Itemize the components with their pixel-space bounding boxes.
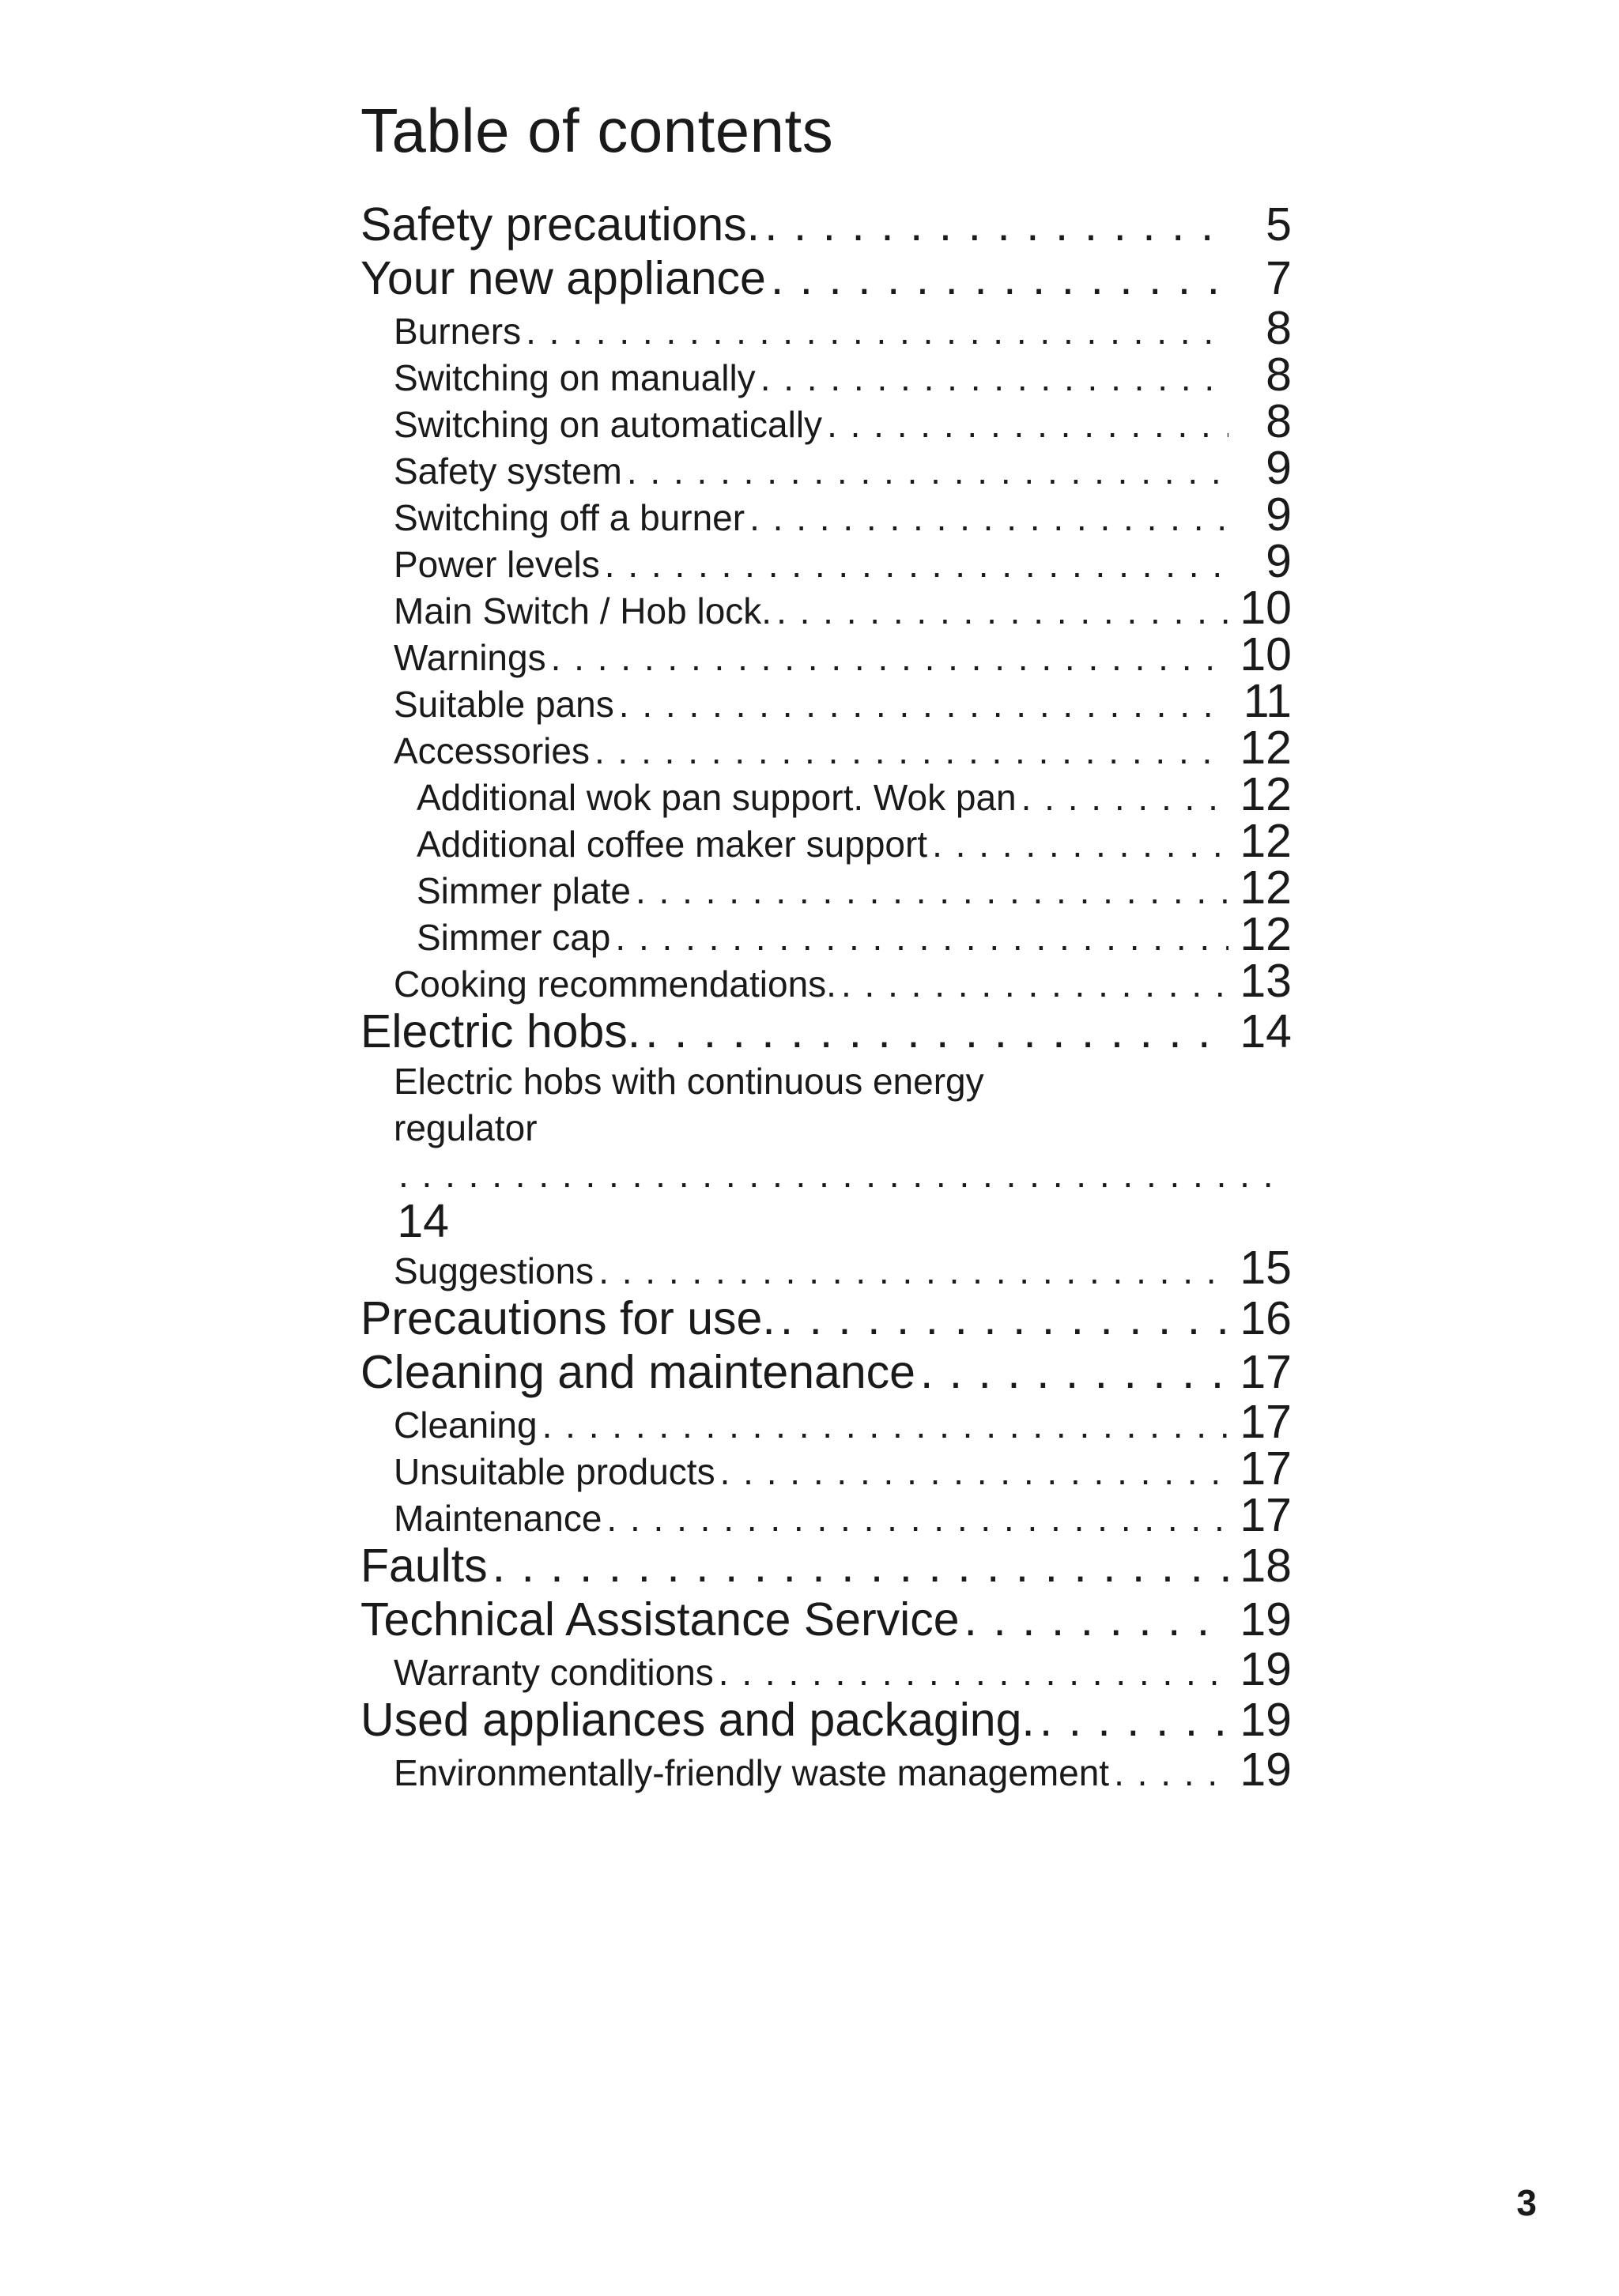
dot-leader [780,1291,1228,1345]
toc-entry[interactable] [360,1693,1292,1747]
toc-entry[interactable] [360,442,1292,494]
toc-entry-label: Your new appliance [360,252,766,304]
toc-list [360,198,1292,1796]
dot-leader [492,1539,1228,1593]
toc-entry-page: 14 [397,1195,449,1247]
dot-leader [619,681,1228,728]
toc-entry-page: 5 [1266,198,1292,251]
toc-entry-page: 10 [1240,582,1292,634]
toc-entry-page: 8 [1266,349,1292,401]
toc-entry-page: 17 [1240,1442,1292,1495]
toc-entry-page: 17 [1240,1396,1292,1448]
toc-entry[interactable] [360,535,1292,587]
dot-leader [551,635,1228,681]
toc-entry[interactable] [360,628,1292,681]
toc-entry-label: Maintenance [394,1498,602,1539]
toc-entry-page: 17 [1240,1346,1292,1398]
dot-leader [841,961,1228,1008]
toc-entry-label: Suitable pans [394,684,614,725]
toc-entry-label: Electric hobs. [360,1005,641,1058]
toc-entry-page: 13 [1240,955,1292,1007]
toc-entry-page: 18 [1240,1540,1292,1592]
toc-entry[interactable] [360,1643,1292,1695]
toc-entry[interactable] [360,815,1292,867]
toc-entry-page: 7 [1266,252,1292,304]
dot-leader [398,1152,1284,1198]
toc-entry-page: 19 [1240,1744,1292,1796]
toc-entry-page: 9 [1266,488,1292,541]
toc-entry[interactable] [360,1489,1292,1541]
dot-leader [764,198,1228,251]
toc-entry-page: 8 [1266,395,1292,447]
toc-entry[interactable] [360,582,1292,634]
toc-entry-label: Unsuitable products [394,1451,715,1492]
table-of-contents [360,87,1292,1796]
toc-entry[interactable] [360,1345,1292,1399]
toc-entry-label: Switching off a burner [394,497,745,538]
dot-leader [645,1005,1228,1058]
toc-entry[interactable] [360,955,1292,1007]
toc-entry-label: Suggestions [394,1250,594,1291]
toc-entry-page: 12 [1240,861,1292,914]
toc-entry-label: Safety system [394,451,622,492]
toc-entry-label: regulator [394,1107,538,1148]
toc-entry[interactable] [360,1593,1292,1646]
toc-entry[interactable] [360,1442,1292,1495]
toc-entry-label: Cooking recommendations. [394,963,836,1005]
dot-leader [749,495,1228,541]
toc-entry[interactable] [360,1291,1292,1345]
toc-entry[interactable] [360,251,1292,305]
dot-leader [606,1495,1228,1542]
dot-leader [720,1449,1228,1495]
toc-entry-label: Technical Assistance Service [360,1593,960,1646]
toc-entry-label: Cleaning [394,1404,538,1446]
toc-entry[interactable] [360,722,1292,774]
toc-entry-page: 8 [1266,302,1292,354]
toc-entry-page: 10 [1240,628,1292,681]
toc-entry-label: Simmer cap [417,917,611,958]
toc-entry-label: Burners [394,311,522,352]
dot-leader [542,1402,1228,1449]
toc-entry[interactable] [360,1539,1292,1593]
toc-entry-label: Cleaning and maintenance [360,1346,915,1398]
toc-entry[interactable] [360,861,1292,914]
toc-entry[interactable] [360,675,1292,727]
dot-leader [627,448,1228,495]
toc-entry-label: Additional wok pan support. Wok pan [417,777,1017,818]
toc-entry[interactable] [360,395,1292,447]
toc-entry-page: 12 [1240,908,1292,960]
dot-leader [1114,1750,1228,1796]
toc-title: Table of contents [360,96,834,165]
toc-entry[interactable] [360,1005,1292,1058]
toc-entry-label: Used appliances and packaging. [360,1694,1035,1746]
dot-leader [920,1345,1228,1399]
toc-entry-page: 9 [1266,442,1292,494]
toc-entry-page: 15 [1240,1242,1292,1294]
toc-entry-page: 14 [1240,1005,1292,1058]
toc-entry-page: 16 [1240,1292,1292,1344]
toc-entry-page: 17 [1240,1489,1292,1541]
toc-entry-page: 9 [1266,535,1292,587]
dot-leader [760,355,1228,402]
toc-entry-label: Simmer plate [417,870,631,911]
toc-entry-page: 12 [1240,768,1292,820]
dot-leader [598,1248,1228,1295]
toc-entry[interactable] [360,302,1292,354]
toc-entry-label: Accessories [394,730,590,771]
dot-leader [1040,1693,1228,1747]
toc-entry[interactable] [360,1396,1292,1448]
toc-entry[interactable] [360,1058,1292,1245]
page-number: 3 [1516,2182,1537,2223]
dot-leader [964,1593,1228,1646]
dot-leader [526,308,1228,355]
dot-leader [594,728,1228,775]
toc-entry-page: 19 [1240,1694,1292,1746]
toc-entry[interactable] [360,1242,1292,1294]
toc-entry[interactable] [360,768,1292,820]
toc-entry-page: 12 [1240,722,1292,774]
toc-entry-label: Safety precautions. [360,198,760,251]
toc-entry-label: Environmentally-friendly waste management [394,1752,1110,1793]
toc-entry-label: Switching on automatically [394,404,823,445]
toc-entry[interactable] [360,198,1292,251]
toc-entry-page: 19 [1240,1593,1292,1646]
toc-entry-label: Power levels [394,544,600,585]
toc-entry[interactable] [360,488,1292,541]
dot-leader [827,402,1228,448]
toc-entry[interactable] [360,349,1292,401]
dot-leader [636,868,1228,914]
toc-entry-page: 12 [1240,815,1292,867]
toc-entry-page: 19 [1240,1643,1292,1695]
dot-leader [1021,775,1228,821]
toc-entry-label: Main Switch / Hob lock. [394,590,772,631]
dot-leader [932,821,1228,868]
toc-entry-page: 11 [1243,675,1292,727]
toc-entry-label: Warranty conditions [394,1652,714,1693]
dot-leader [605,541,1228,588]
toc-entry-label: Warnings [394,637,546,678]
dot-leader [615,914,1228,961]
toc-entry-label: Faults [360,1540,488,1592]
toc-entry-label: Switching on manually [394,357,756,398]
toc-entry[interactable] [360,908,1292,960]
toc-entry-label: Additional coffee maker support [417,824,928,865]
dot-leader [776,588,1228,635]
toc-entry-label: Precautions for use. [360,1292,776,1344]
toc-entry-label-line1: Electric hobs with continuous energy [394,1061,984,1102]
dot-leader [771,251,1228,305]
toc-entry[interactable] [360,1744,1292,1796]
dot-leader [719,1649,1228,1696]
